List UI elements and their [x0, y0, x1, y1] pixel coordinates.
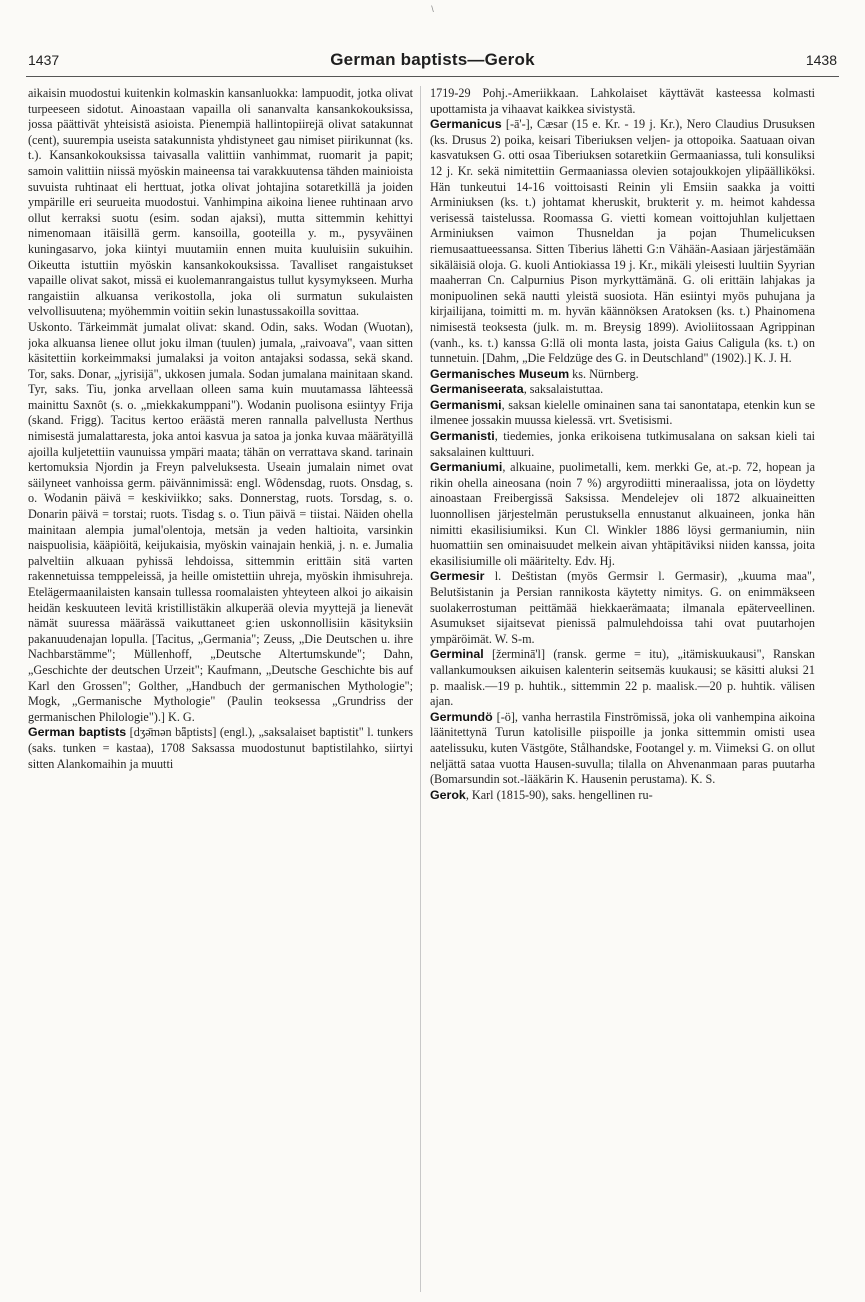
page-number-right: 1438: [805, 52, 837, 68]
entry-germaniseerata: [430, 382, 815, 398]
entry-german-baptists: [28, 725, 413, 772]
entry-text: l. Deštistan (myös Germsir l. Germasir), „kuuma maa", Belutšistanin ja Persian rannikosta käytetty nimitys. G. on enimmäkseen suolakerrostuman peittämää hiekkaerämaata; ilmanala epäterveellinen. Asumukset sijaitsevat pienissä palmulehdoissa tahi ovat puutarhojen ympäröimät. W. S-m.: [430, 569, 815, 646]
header-rule: [26, 76, 839, 77]
religion-paragraph: Uskonto. Tärkeimmät jumalat olivat: skand. Odin, saks. Wodan (Wuotan), joka alkuansa lienee ollut joku ilman (tuulen) jumala, „raivoava", vaan sitten käsitettiin korkeimmaksi jumalaksi ja voiton antajaksi sodassa, sekä skand. Tor, saks. Donar, „jyrisijä", ukkosen jumala. Sodan jumalana mainitaan skand. Tyr, saks. Tiu, jonka arvellaan olleen sama kuin muutamassa lähteessä mainittu Saxnôt (s. o. „miekkakumppani"). Wodanin puolisona esiintyy Frija (skand. Frigg). Tacitus kertoo eräästä meren rannalla palvellusta Nerthus nimisestä jumalattaresta, joka antoi kasvua ja satoa ja jonka kuvaa määrätyillä ajoilla kuljetettiin vaunuissa ympäri maata; tähän on verrattava skand. tarinain kertomuksia Njordin ja Freyn palveluksesta. Useain jumalain nimet ovat säilyneet vanhoissa germ. päivännimissä: engl. Wôdensdag, ruots. Onsdag, s. o. Wodanin päivä = keskiviikko; saks. Donnerstag, ruots. Torsdag, s. o. Donarin päivä = torstai; ruots. Tisdag s. o. Tiun päivä = tiistai. Näiden ohella mainitaan alempia jumal'olentoja, metsän ja veden haltioita, varsinkin naispuolisia, kääpiöitä, keijukaisia, myöskin vainajain henkiä, j. n. e. Jumalia palveltiin alkuaan pyhissä lehdoissa, sittemmin erittäin sitä varten rakennetuissa temppeleissä, ja heille omistettiin uhreja, myöskin ihmisuhreja. Etelägermaanilaisten kansain tullessa roomalaisten yhteyteen alkoi jo aikaisin heidän keskuuteen levitä kristillistäkin alkuperää olevia myyttejä ja lienevät nämät suuressa määrässä vaikuttaneet g:ien uskonnollisiin käsityksiin pakanuudenajan lopulla. [Tacitus, „Germania"; Zeuss, „Die Deutschen u. ihre Nachbarstämme"; Müllenhoff, „Deutsche Altertumskunde"; Dahn, „Geschichte der deutschen Urzeit"; Kaufmann, „Deutsche Geschichte bis auf Karl den Grossen"; Golther, „Handbuch der germanischen Mythologie"; Mogk, „Germanische Mythologie" (Paulin teoksessa „Grundriss der germanischen Philologie").] K. G.: [28, 319, 413, 724]
entry-germanisches-museum: [430, 367, 815, 383]
headword: German baptists: [28, 725, 127, 740]
headword: Germesir: [430, 569, 485, 584]
entry-text: , alkuaine, puolimetalli, kem. merkki Ge, at.-p. 72, hopean ja rikin ohella aineosana (noin 7 %) argyrodiitti mineraalissa, jota on löydetty ainoastaan Freibergissä Saksissa. Mendelejev oli 1872 alkuaineitten luonnollisen järjestelmän perustuksella ennustanut alkuaineen, jonka hän nimitti ekasilisiumiksi. Kun Cl. Winkler 1886 löysi germaniumin, niin huomattiin sen ominaisuudet melkein aivan yhtäpitäviksi niiden kanssa, joita ekasilisiumille oli määritelty. Edv. Hj.: [430, 460, 815, 568]
entry-text: , Karl (1815-90), saks. hengellinen ru-: [465, 787, 653, 802]
entry-germaniumi: [430, 460, 815, 569]
entry-gerok: [430, 788, 815, 804]
entry-germanismi: [430, 398, 815, 429]
headword: Germanismi: [430, 397, 502, 412]
entry-germinal: [430, 647, 815, 709]
headword: Germanicus: [430, 117, 502, 132]
headword: Gerok: [430, 787, 466, 802]
headword: Germaniumi: [430, 460, 503, 475]
entry-text: ks. Nürnberg.: [569, 366, 639, 381]
entry-germesir: [430, 569, 815, 647]
headword: Germanisti: [430, 429, 495, 444]
headword: Germanisches Museum: [430, 366, 570, 381]
entry-germanisti: [430, 429, 815, 460]
entry-text: [dʒə̄mən bǟptists] (engl.), „saksalaiset baptistit" l. tunkers (saks. tunken = kastaa), 1708 Saksassa muodostunut baptistilahko, siirtyi sitten Alankomaihin ja muutti: [28, 725, 413, 771]
entry-germundo: [430, 710, 815, 788]
running-title: German baptists—Gerok: [330, 50, 535, 69]
entry-text: [-ö], vanha herrastila Finströmissä, joka oli vanhempina aikoina läänitettynä Turun katolisille piispoille ja jonka sittemmin omisti usea aatelissuku, kuten Västgöte, Stålhandske, Footangel y. m. Viimeksi G. on ollut neljättä sataa vuotta Hausen-suvulla; tilalla on Ahvenanmaan paras puutarha (Bomarsundin sot.-lääkärin K. Hausenin perustama). K. S.: [430, 709, 815, 787]
scan-mark: \: [431, 4, 434, 14]
entry-text: [-ā'-], Cæsar (15 e. Kr. - 19 j. Kr.), Nero Claudius Drusuksen (ks. Drusus 2) poika, keisari Tiberiuksen veljen- ja ottopoika. Saatuaan oivan kasvatuksen G. otti osaa Tiberiuksen sotaretkiin Germaaniassa, tuli konsuliksi 12 j. Kr. sekä nimitettiin Germaaniassa olevien sotajoukkojen ylipäälliköksi. Hän tunkeutui 14-16 voittoisasti Reinin yli Emsiin saakka ja voitti Arminiuksen (ks. t.) johtamat kheruskit, brukterit y. m. heimot kahdessa verisessä taistelussa. Roomassa G. vietti komean voittojuhlan kuljettaen Arminiuksen vaimon Thusneldan ja pojan Thumelicuksen riemusaattueessansa. Sitten Tiberius lähetti G:n Vähään-Aasiaan järjestämään sikäläisiä oloja. G. kuoli Antiokiassa 19 j. Kr., mikäli yleisesti luultiin Syyrian maaherran Cn. Calpurnius Pison myrkyttämänä. G. oli erittäin lahjakas ja monipuolinen sekä nautti yleistä suosiota. Hän esiintyi myös puhujana ja kirjailijana, toimitti m. m. hyvän käännöksen Aratoksen (ks. t.) Phainomena nimisestä teoksesta (julk. m. m. Breysig 1899). Avioliitossaan Agrippinan (vanh., ks. t.) kanssa G:llä oli monta lasta, joista Gaius Caligula (ks. t.) on tunnetuin. [Dahm, „Die Feldzüge des G. in Deutschland" (1902).] K. J. H.: [430, 117, 815, 366]
headword: Germundö: [430, 709, 493, 724]
page-number-left: 1437: [28, 52, 60, 68]
headword: Germinal: [430, 647, 484, 662]
headword: Germaniseerata: [430, 382, 524, 397]
entry-text: , tiedemies, jonka erikoisena tutkimusalana on saksan kieli tai saksalainen kulttuuri.: [430, 429, 815, 459]
entry-text: [žerminā'l] (ransk. germe = itu), „itämiskuukausi", Ranskan vallankumouksen aikuisen kalenterin seitsemäs kuukausi; se käsitti aluksi 21 p. maalisk.—19 p. huhtik., sittemmin 22 p. maalisk.—20 p. huhtik. välisen ajan.: [430, 647, 815, 709]
entry-text: , saksan kielelle ominainen sana tai sanontatapa, etenkin kun se ilmenee jossakin muussa kielessä. vrt. Svetisismi.: [430, 397, 815, 428]
entry-text: , saksalaistuttaa.: [523, 382, 604, 397]
continued-lead: 1719-29 Pohj.-Ameriikkaan. Lahkolaiset käyttävät kasteessa kolmasti upottamista ja vihaavat kaikkea sivistystä.: [430, 86, 815, 116]
right-column: [430, 86, 815, 1294]
entry-germanicus: [430, 117, 815, 367]
page-header: [24, 50, 841, 74]
left-column: [28, 86, 413, 1294]
column-divider: [420, 86, 421, 1292]
continued-paragraph: aikaisin muodostui kuitenkin kolmaskin kansanluokka: lampuodit, jotka olivat turpeeseen sidotut. Ainoastaan vapailla oli sananvalta kansankokouksissa, jossa päättivät yhteisistä asioista. Pienempiä hallintopiirejä olivat satakunnat (cent), suurempia useista satakunnista yhdistyneet gau nimiset piirikunnat (ks. t.). Kansankokouksissa taivasalla valittiin vanhimmat, ruomarit ja papit; samoin valittiin niissä myöskin maineensa tai varakkuutensa tähden mainioista suvuista ruhtinaat eli herttuat, jotka olivat johtajina sotaretkillä ja joiden ympärille eri seurueita muodostui. Vanhimpina aikoina lienee ruhtinaan arvo ollut kerraksi suotu (esim. sodan ajaksi), mutta sittemmin kehittyi nimenomaan itäisillä germ. kansoilla, gooteilla y. m., pysyväinen kuningasarvo, joka kiintyi muutamiin ennen muita kuuluisiin sukuihin. Oikeutta istuttiin myöskin kansankokouksissa. Tavalliset rangaistukset vapaille olivat sakot, missä ei kuolemanrangaistus tullut kysymykseen. Murha rangaistiin alkuansa verikostolla, joka oli surmatun sukulaisten velvollisuutena; myöhemmin voitiin sekin lunastussakoilla sovittaa.: [28, 86, 413, 319]
